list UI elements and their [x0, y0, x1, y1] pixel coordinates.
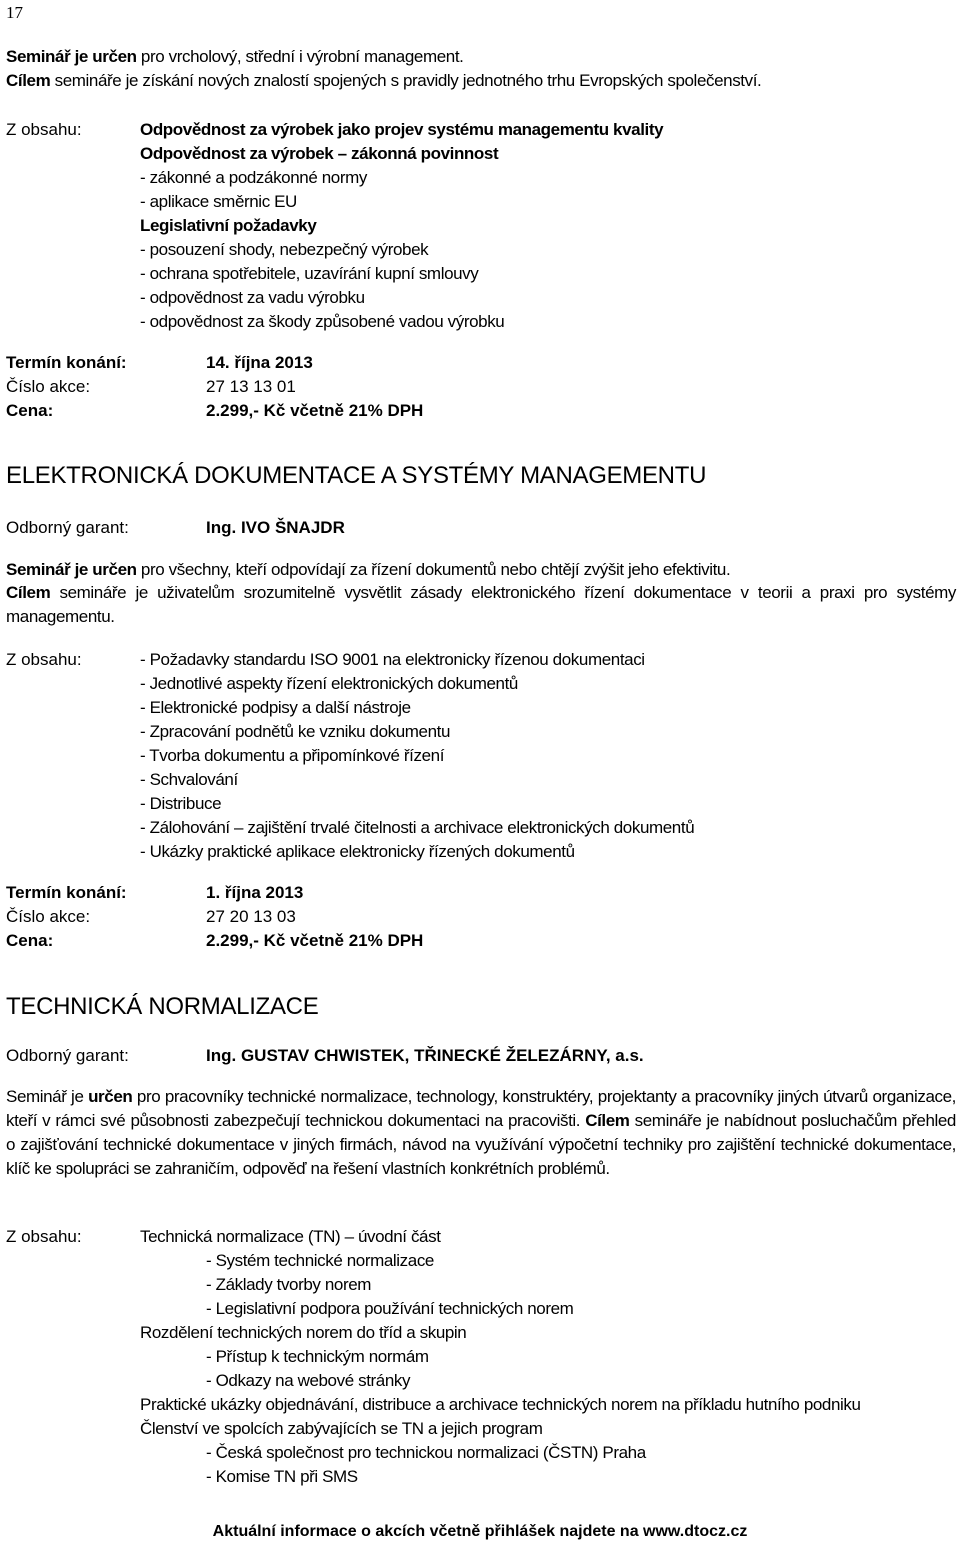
s1-intro-text-1: pro vrcholový, střední i výrobní management.: [136, 47, 464, 66]
s3-content-item: Rozdělení technických norem do tříd a skupin: [140, 1323, 467, 1342]
s1-content-item: - aplikace směrnic EU: [140, 192, 297, 211]
s2-content-item: - Schvalování: [140, 770, 238, 789]
s2-intro-text-2: semináře je uživatelům srozumitelně vysvětlit zásady elektronického řízení dokumentace v teorii a praxi pro systémy managementu.: [6, 583, 956, 626]
s3-intro-bold-2: Cílem: [585, 1111, 630, 1130]
s2-content-item: - Distribuce: [140, 794, 222, 813]
s3-intro-text-0: Seminář je: [6, 1087, 89, 1106]
s2-action-label: Číslo akce:: [6, 907, 91, 926]
s1-content-item: Odpovědnost za výrobek – zákonná povinnost: [140, 144, 499, 163]
footer-note: Aktuální informace o akcích včetně přihlášek najdete na www.dtocz.cz: [212, 1523, 748, 1540]
s3-intro-text-1: pro pracovníky technické normalizace, technology, konstruktéry, projektanty a pracovníky jiných útvarů organizace, kteří v rámci své působnosti zabezpečují technickou dokumentaci na pracovišti.: [6, 1087, 956, 1130]
s2-intro-bold-2: Cílem: [6, 583, 51, 602]
s2-date-value: 1. října 2013: [206, 883, 304, 902]
s3-content-item: Praktické ukázky objednávání, distribuce a archivace technických norem na příkladu hutního podniku: [140, 1395, 861, 1414]
s1-intro-text-2: semináře je získání nových znalostí spojených s pravidly jednotného trhu Evropských společenství.: [50, 71, 762, 90]
s2-price-value: 2.299,- Kč včetně 21% DPH: [206, 931, 424, 950]
s2-content-item: - Požadavky standardu ISO 9001 na elektronicky řízenou dokumentaci: [140, 650, 645, 669]
s1-date-value: 14. října 2013: [206, 353, 313, 372]
s3-guarantor-value: Ing. GUSTAV CHWISTEK, TŘINECKÉ ŽELEZÁRNY, a.s.: [206, 1046, 644, 1065]
s2-content-label: Z obsahu:: [6, 650, 82, 669]
s2-action-value: 27 20 13 03: [206, 907, 296, 926]
s3-content-item: - Systém technické normalizace: [206, 1251, 434, 1270]
s3-intro-paragraph: [6, 1085, 956, 1181]
s2-content-item: - Tvorba dokumentu a připomínkové řízení: [140, 746, 445, 765]
s3-content-item: Členství ve spolcích zabývajících se TN a jejich program: [140, 1419, 543, 1438]
s3-intro-bold-1: určen: [88, 1087, 133, 1106]
s1-content-item: Odpovědnost za výrobek jako projev systému managementu kvality: [140, 120, 664, 139]
s1-content-label: Z obsahu:: [6, 120, 82, 139]
s1-content-item: - odpovědnost za vadu výrobku: [140, 288, 365, 307]
s3-title: TECHNICKÁ NORMALIZACE: [6, 993, 319, 1020]
s1-content-item: - ochrana spotřebitele, uzavírání kupní smlouvy: [140, 264, 479, 283]
s3-content-item: Technická normalizace (TN) – úvodní část: [140, 1227, 441, 1246]
s1-intro-line-1: [6, 46, 464, 68]
s3-intro-text-2: semináře je nabídnout posluchačům přehled o zajišťování technické dokumentace v jiných firmách, návod na využívání výpočetní techniky pro zajištění technické dokumentace, klíč ke spolupráci se zahraničím, odpověď na řešení vlastních konkrétních problémů.: [6, 1111, 956, 1178]
s1-price-label: Cena:: [6, 401, 54, 420]
s1-content-item: - odpovědnost za škody způsobené vadou výrobku: [140, 312, 505, 331]
s1-date-label: Termín konání:: [6, 353, 127, 372]
s1-intro-bold-1: Seminář je určen: [6, 47, 137, 66]
s2-content-item: - Elektronické podpisy a další nástroje: [140, 698, 411, 717]
s2-guarantor-value: Ing. IVO ŠNAJDR: [206, 518, 345, 537]
s1-content-item: - zákonné a podzákonné normy: [140, 168, 367, 187]
s3-guarantor-label: Odborný garant:: [6, 1046, 129, 1065]
s2-content-item: - Zálohování – zajištění trvalé čitelnosti a archivace elektronických dokumentů: [140, 818, 695, 837]
s3-content-item: - Odkazy na webové stránky: [206, 1371, 411, 1390]
s2-content-item: - Ukázky praktické aplikace elektronicky řízených dokumentů: [140, 842, 575, 861]
s3-content-item: - Přístup k technickým normám: [206, 1347, 429, 1366]
s1-price-value: 2.299,- Kč včetně 21% DPH: [206, 401, 424, 420]
s2-date-label: Termín konání:: [6, 883, 127, 902]
s3-content-item: - Legislativní podpora používání technických norem: [206, 1299, 574, 1318]
s1-intro-line-2: [6, 70, 761, 92]
s2-intro-paragraph: [6, 581, 956, 629]
s2-intro-bold-1: Seminář je určen: [6, 560, 137, 579]
s1-intro-bold-2: Cílem: [6, 71, 51, 90]
s3-content-item: - Komise TN při SMS: [206, 1467, 358, 1486]
s2-price-label: Cena:: [6, 931, 54, 950]
s2-content-item: - Zpracování podnětů ke vzniku dokumentu: [140, 722, 451, 741]
s2-intro-line-1: [6, 559, 730, 581]
s1-content-item: Legislativní požadavky: [140, 216, 317, 235]
s3-content-item: - Základy tvorby norem: [206, 1275, 372, 1294]
s2-title: ELEKTRONICKÁ DOKUMENTACE A SYSTÉMY MANAGEMENTU: [6, 462, 707, 489]
s1-content-item: - posouzení shody, nebezpečný výrobek: [140, 240, 429, 259]
s1-action-value: 27 13 13 01: [206, 377, 296, 396]
s2-guarantor-label: Odborný garant:: [6, 518, 129, 537]
s2-intro-text-1: pro všechny, kteří odpovídají za řízení dokumentů nebo chtějí zvýšit jeho efektivitu.: [136, 560, 731, 579]
s3-content-item: - Česká společnost pro technickou normalizaci (ČSTN) Praha: [206, 1443, 646, 1462]
page-number: 17: [6, 3, 23, 22]
s3-content-label: Z obsahu:: [6, 1227, 82, 1246]
s1-action-label: Číslo akce:: [6, 377, 91, 396]
s2-content-item: - Jednotlivé aspekty řízení elektronických dokumentů: [140, 674, 518, 693]
